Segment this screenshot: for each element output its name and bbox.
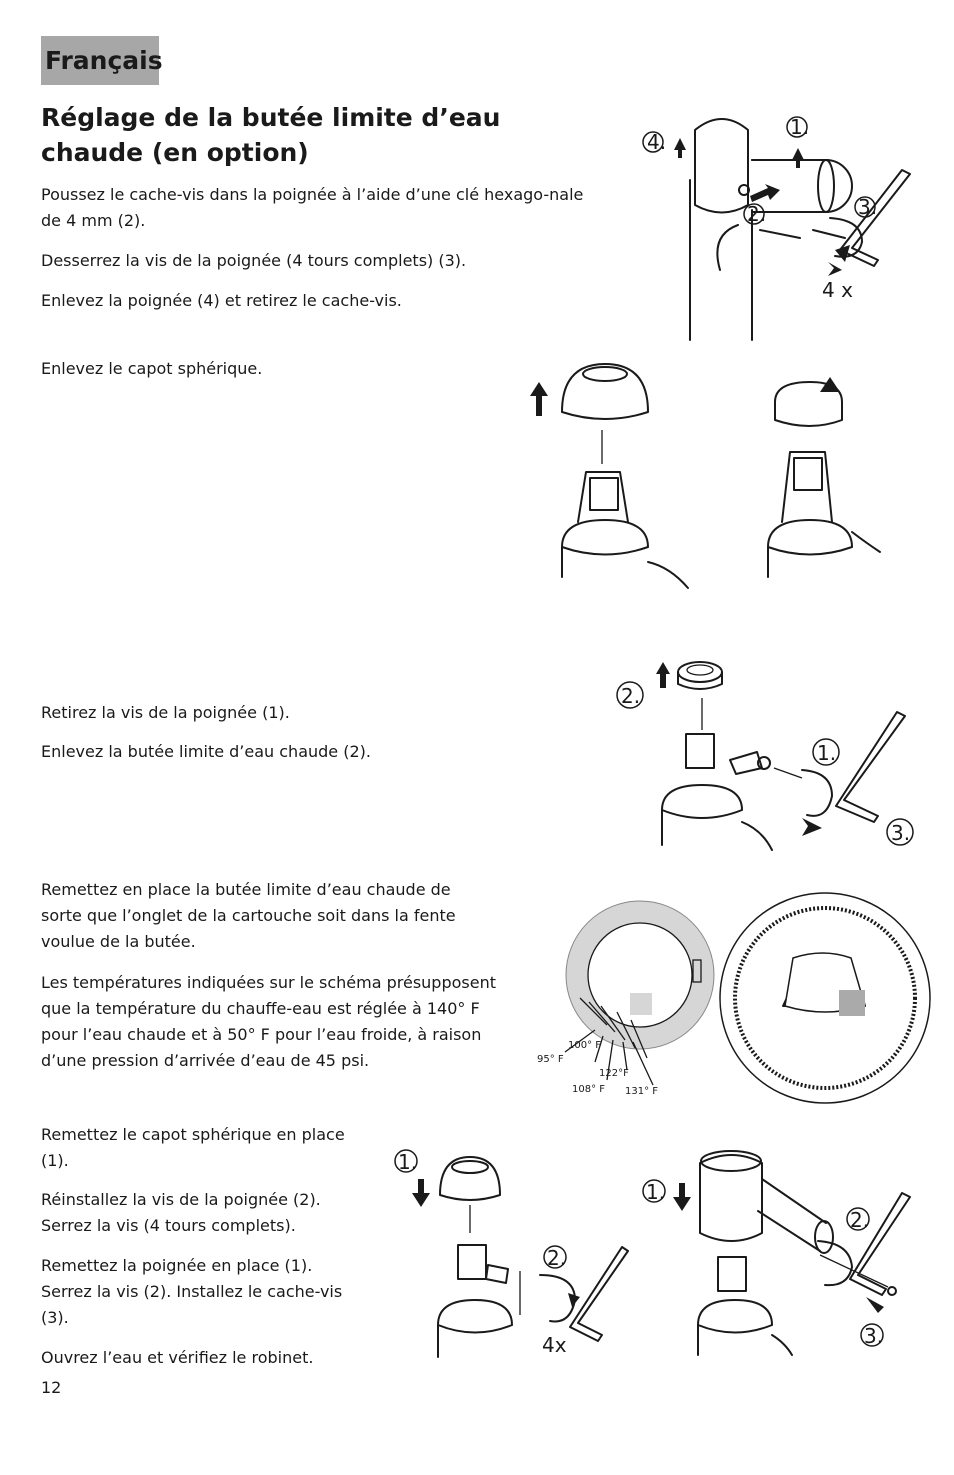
handle-removal-illustration	[630, 100, 940, 345]
svg-text:4x: 4x	[542, 1333, 567, 1357]
svg-text:4 x: 4 x	[822, 278, 853, 302]
instruction-text: Poussez le cache-vis dans la poignée à l’aide d’une clé hexago-nale de 4 mm (2).	[41, 185, 584, 230]
instruction-text: Enlevez la poignée (4) et retirez le cache-vis.	[41, 291, 402, 310]
page-title: Réglage de la butée limite d’eau chaude (en option)	[41, 103, 501, 167]
instruction-text: Remettez le capot sphérique en place (1).	[41, 1125, 345, 1170]
limit-stop-removal-illustration	[612, 650, 942, 850]
cap-reinstall-illustration	[390, 1145, 635, 1365]
svg-text:3.: 3.	[858, 195, 878, 219]
page-number: 12	[41, 1378, 62, 1397]
svg-text:2.: 2.	[621, 684, 641, 708]
temperature-positions-illustration	[535, 880, 945, 1100]
instruction-text: Les températures indiquées sur le schéma présupposent que la température du chauffe-eau est réglée à 140° F pour l’eau chaude et à 50° F pour l’eau froide, à raison d’une pression d’arrivée d’eau de 45 psi.	[41, 973, 496, 1070]
svg-text:1.: 1.	[646, 1180, 666, 1204]
instruction-text: Enlevez la butée limite d’eau chaude (2).	[41, 742, 371, 761]
svg-text:3.: 3.	[864, 1324, 884, 1348]
svg-text:2.: 2.	[747, 202, 767, 226]
svg-text:2.: 2.	[547, 1246, 567, 1270]
svg-text:1.: 1.	[817, 741, 837, 765]
language-tab: Français	[41, 36, 159, 85]
svg-text:108° F: 108° F	[572, 1084, 606, 1095]
handle-reinstall-illustration	[640, 1145, 915, 1365]
svg-text:131° F: 131° F	[625, 1086, 659, 1097]
svg-text:1.: 1.	[398, 1150, 418, 1174]
instruction-text: Ouvrez l’eau et vérifiez le robinet.	[41, 1348, 314, 1367]
instruction-text: Retirez la vis de la poignée (1).	[41, 703, 290, 722]
svg-text:100° F: 100° F	[568, 1040, 602, 1051]
instruction-text: Réinstallez la vis de la poignée (2). Serrez la vis (4 tours complets).	[41, 1190, 321, 1235]
instruction-text: Remettez la poignée en place (1). Serrez la vis (2). Installez le cache-vis (3).	[41, 1256, 343, 1327]
instruction-text: Desserrez la vis de la poignée (4 tours complets) (3).	[41, 251, 467, 270]
svg-text:95° F: 95° F	[537, 1054, 564, 1065]
svg-text:1.: 1.	[790, 115, 810, 139]
svg-text:2.: 2.	[850, 1208, 870, 1232]
svg-text:122°F: 122°F	[599, 1068, 629, 1079]
svg-text:3.: 3.	[891, 821, 911, 845]
instruction-text: Enlevez le capot sphérique.	[41, 359, 263, 378]
cap-removal-illustration	[520, 352, 880, 587]
svg-text:4.: 4.	[647, 130, 667, 154]
instruction-text: Remettez en place la butée limite d’eau chaude de sorte que l’onglet de la cartouche soit dans la fente voulue de la butée.	[41, 880, 456, 951]
